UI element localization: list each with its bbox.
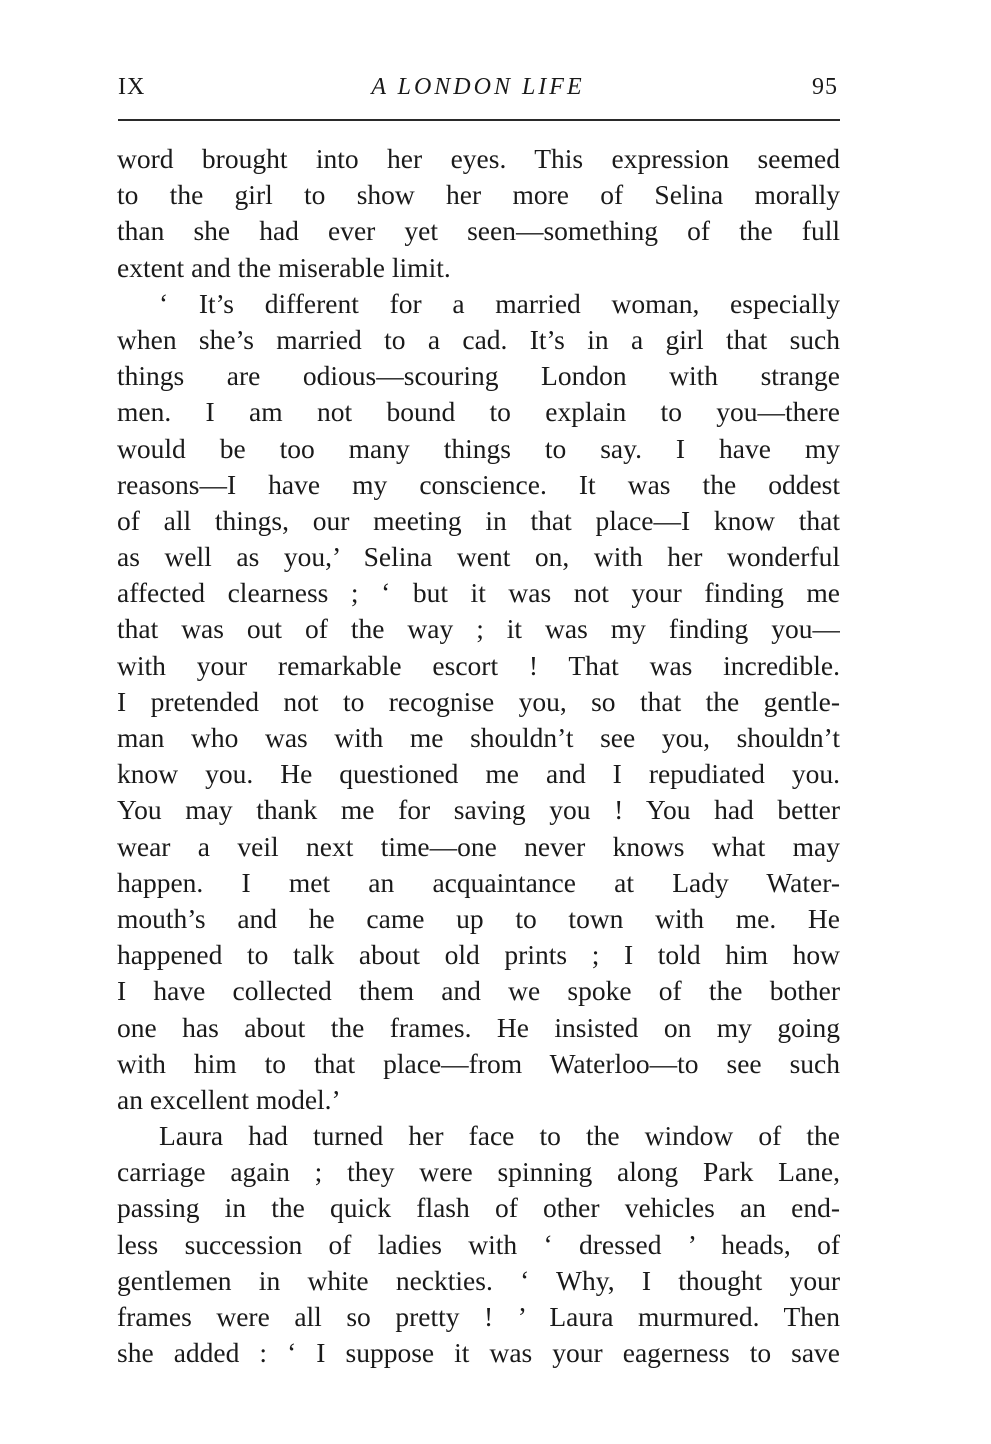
- text-line: she added : ‘ I suppose it was your eagerness to save: [117, 1337, 840, 1369]
- text-line: passing in the quick flash of other vehicles an end-: [117, 1192, 840, 1224]
- text-line: things are odious—scouring London with strange: [117, 360, 840, 392]
- text-line: that was out of the way ; it was my finding you—: [117, 613, 840, 645]
- text-line: to the girl to show her more of Selina morally: [117, 179, 840, 211]
- text-line: with your remarkable escort ! That was incredible.: [117, 649, 840, 681]
- text-line: man who was with me shouldn’t see you, shouldn’t: [117, 722, 840, 753]
- page-number: 95: [812, 74, 838, 100]
- text-line: happened to talk about old prints ; I told him how: [117, 939, 840, 971]
- text-line: happen. I met an acquaintance at Lady Water-: [117, 866, 840, 898]
- text-line: carriage again ; they were spinning along Park Lane,: [117, 1156, 840, 1188]
- text-line: an excellent model.’: [117, 1083, 341, 1115]
- text-line: I have collected them and we spoke of the bother: [117, 975, 840, 1007]
- text-line: wear a veil next time—one never knows what may: [117, 830, 840, 862]
- text-line: than she had ever yet seen—something of the full: [117, 215, 840, 247]
- text-line: ‘ It’s different for a married woman, especially: [159, 287, 840, 319]
- text-line: affected clearness ; ‘ but it was not your finding me: [117, 577, 840, 609]
- header-rule: [118, 119, 840, 121]
- body-text: [117, 141, 840, 1371]
- chapter-number: IX: [118, 74, 146, 100]
- text-line: would be too many things to say. I have my: [117, 432, 840, 464]
- text-line: reasons—I have my conscience. It was the oddest: [117, 468, 840, 500]
- text-line: gentlemen in white neckties. ‘ Why, I thought your: [117, 1264, 840, 1296]
- text-line: frames were all so pretty ! ’ Laura murmured. Then: [117, 1301, 840, 1332]
- text-line: Laura had turned her face to the window of the: [159, 1120, 840, 1152]
- text-line: men. I am not bound to explain to you—there: [117, 396, 840, 428]
- text-line: one has about the frames. He insisted on my going: [117, 1011, 840, 1043]
- text-line: You may thank me for saving you ! You had better: [117, 794, 840, 826]
- text-line: less succession of ladies with ‘ dressed ’ heads, of: [117, 1228, 840, 1260]
- text-line: with him to that place—from Waterloo—to see such: [117, 1047, 840, 1079]
- text-line: as well as you,’ Selina went on, with her wonderful: [117, 541, 840, 573]
- text-line: mouth’s and he came up to town with me. He: [117, 902, 840, 934]
- text-line: know you. He questioned me and I repudiated you.: [117, 758, 840, 790]
- running-head: [118, 74, 838, 108]
- text-line: extent and the miserable limit.: [117, 251, 451, 283]
- text-line: when she’s married to a cad. It’s in a girl that such: [117, 323, 840, 355]
- text-line: of all things, our meeting in that place—I know that: [117, 504, 840, 536]
- book-title: A LONDON LIFE: [371, 74, 585, 100]
- text-line: I pretended not to recognise you, so that the gentle-: [117, 685, 840, 717]
- text-line: word brought into her eyes. This expression seemed: [117, 143, 840, 174]
